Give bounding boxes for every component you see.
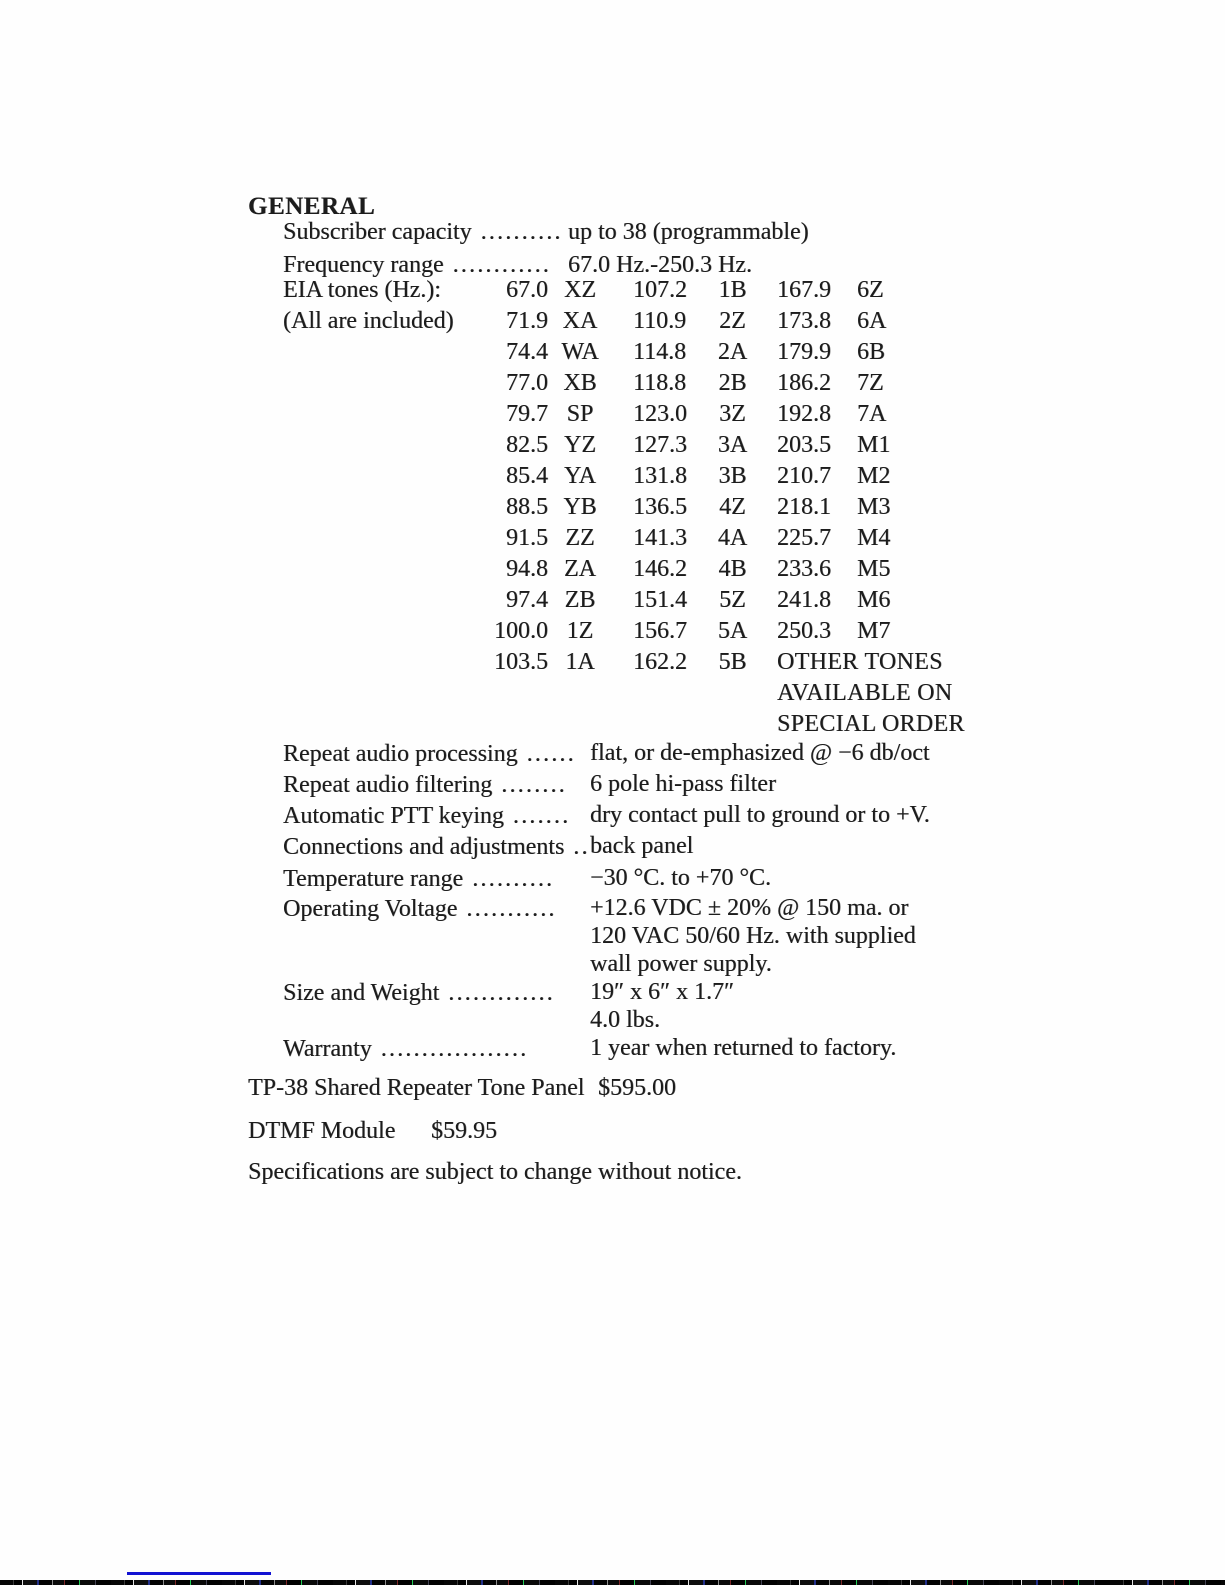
spec-row [283,832,694,863]
tone-cell: 179.9 [777,339,831,365]
tone-cell: M6 [857,587,891,613]
tone-cell: 6B [857,339,886,365]
spec-value-line: flat, or de-emphasized @ −6 db/oct [590,740,930,766]
tone-cell: 136.5 [633,494,687,520]
spec-value-line: +12.6 VDC ± 20% @ 150 ma. or [590,895,909,921]
spec-label: Frequency range [283,252,444,278]
tone-cell: 156.7 [633,618,687,644]
tone-cell: 6A [857,308,887,334]
dot-leader: .................. [380,1036,529,1062]
tone-cell: 186.2 [777,370,831,396]
tone-cell: 85.4 [506,463,548,489]
tone-cell: 167.9 [777,277,831,303]
spec-value [590,864,771,892]
tone-row-label [283,647,488,678]
tone-cell: 141.3 [633,525,687,551]
tone-cell: M5 [857,556,891,582]
tone-row-label [283,523,488,554]
price-row [248,1116,497,1147]
tone-cell: 1B [718,277,747,303]
tone-cell: M2 [857,463,891,489]
spec-value-line: 1 year when returned to factory. [590,1035,897,1061]
tone-cell: 97.4 [506,587,548,613]
tone-cell: 203.5 [777,432,831,458]
tone-cell: 131.8 [633,463,687,489]
tone-cell: 123.0 [633,401,687,427]
tone-cell: 5Z [719,587,746,613]
tone-cell: 6Z [857,277,884,303]
tone-row-label [283,585,488,616]
tone-cell: 127.3 [633,432,687,458]
spec-value-line: 120 VAC 50/60 Hz. with supplied [590,923,916,949]
tone-cell: YB [563,494,597,520]
tone-cell: 210.7 [777,463,831,489]
tone-cell: 88.5 [506,494,548,520]
tone-cell: 100.0 [494,618,548,644]
spec-row [283,801,930,832]
spec-label: Size and Weight [283,980,440,1006]
tone-cell: 233.6 [777,556,831,582]
tone-cell: 67.0 [506,277,548,303]
tone-cell: 218.1 [777,494,831,520]
dot-leader: .......... [472,866,555,892]
dot-leader: ........ [501,772,567,798]
special-order-note [765,647,965,740]
price-row [248,1073,676,1104]
dot-leader: ............ [452,252,551,278]
tone-cell: 2Z [719,308,746,334]
tone-row-label [283,368,488,399]
eia-tone-table [283,275,965,740]
tone-cell: 1A [565,649,595,675]
spec-value: 67.0 Hz.-250.3 Hz. [568,252,752,278]
spec-value-line: 6 pole hi-pass filter [590,771,776,797]
spec-label: Operating Voltage [283,896,458,922]
tone-row-label: EIA tones (Hz.): [283,277,441,303]
spec-label: Temperature range [283,866,464,892]
product-price: $59.95 [431,1118,497,1144]
spec-value [590,770,776,798]
spec-value [590,739,930,767]
tone-cell: 7A [857,401,887,427]
tone-cell: 192.8 [777,401,831,427]
tone-cell: 146.2 [633,556,687,582]
tone-cell: 162.2 [633,649,687,675]
special-order-line: SPECIAL ORDER [777,711,965,737]
tone-cell: 2B [718,370,747,396]
spec-value [590,832,693,860]
tone-cell: 1Z [566,618,594,644]
tone-cell: 5A [717,618,748,644]
spec-label: Connections and adjustments [283,834,565,860]
tone-cell: 151.4 [633,587,687,613]
tone-row-label [283,461,488,492]
spec-row [283,864,771,895]
tone-cell: ZA [564,556,596,582]
tone-cell: 71.9 [506,308,548,334]
special-order-line: OTHER TONES [777,649,943,675]
tone-cell: 3A [717,432,748,458]
spec-row [283,217,809,248]
notice-text: Specifications are subject to change without notice. [248,1159,742,1185]
spec-value-line: back panel [590,833,694,859]
tone-cell: M7 [857,618,891,644]
tone-cell: 4A [717,525,748,551]
tone-cell: 94.8 [506,556,548,582]
tone-cell: 107.2 [633,277,687,303]
spec-value [590,894,916,978]
dot-leader: .......... [480,219,563,245]
tone-row-label [283,337,488,368]
spec-row [283,770,776,801]
tone-cell: SP [566,401,594,427]
tone-cell: 4Z [719,494,746,520]
spec-value [590,1034,896,1062]
spec-row [283,739,930,770]
tone-cell: 7Z [857,370,884,396]
tone-cell: 79.7 [506,401,548,427]
tone-cell: 241.8 [777,587,831,613]
tone-row-label [283,430,488,461]
tone-cell: 82.5 [506,432,548,458]
tone-cell: M3 [857,494,891,520]
dot-leader: ............. [448,980,555,1006]
tone-row-label [283,554,488,585]
tone-row-label: (All are included) [283,308,454,334]
spec-value [590,801,930,829]
tone-cell: 5B [718,649,747,675]
tone-cell: 77.0 [506,370,548,396]
tone-row-label [283,492,488,523]
product-label: DTMF Module [248,1118,396,1144]
spec-row [283,1034,897,1065]
spec-label: Automatic PTT keying [283,803,504,829]
spec-value-line: dry contact pull to ground or to +V. [590,802,930,828]
tone-cell: 173.8 [777,308,831,334]
spec-value: up to 38 (programmable) [568,219,809,245]
dot-leader: ....... [512,803,571,829]
tone-cell: 225.7 [777,525,831,551]
tone-cell: M1 [857,432,891,458]
spec-row [283,894,916,977]
section-heading: GENERAL [248,193,376,220]
spec-label: Subscriber capacity [283,219,472,245]
tone-cell: WA [561,339,599,365]
spec-row [283,978,734,1033]
spec-value-line: −30 °C. to +70 °C. [590,865,771,891]
tone-row-label [283,616,488,647]
tone-cell: XA [562,308,598,334]
pen-underline-mark [127,1572,271,1575]
tone-cell: 3B [718,463,747,489]
special-order-line: AVAILABLE ON [777,680,953,706]
tone-cell: 2A [717,339,748,365]
dot-leader: ...... [526,741,576,767]
tone-cell: XB [563,370,597,396]
tone-cell: 103.5 [494,649,548,675]
tone-row-label [283,399,488,430]
spec-label: Repeat audio filtering [283,772,493,798]
product-label: TP-38 Shared Repeater Tone Panel [248,1075,585,1101]
spec-value-line: 4.0 lbs. [590,1007,661,1033]
dot-leader: ........... [466,896,557,922]
tone-cell: 4B [718,556,747,582]
tone-cell: ZZ [565,525,595,551]
spec-value-line: 19″ x 6″ x 1.7″ [590,979,734,1005]
spec-value [590,978,734,1034]
dot-leader: .. [573,834,590,860]
tone-cell: 3Z [719,401,746,427]
spec-label: Repeat audio processing [283,741,518,767]
spec-label: Warranty [283,1036,372,1062]
tone-cell: 118.8 [633,370,687,396]
tone-cell: M4 [857,525,891,551]
tone-cell: 250.3 [777,618,831,644]
tone-cell: 91.5 [506,525,548,551]
spec-value-line: wall power supply. [590,951,772,977]
tone-cell: YA [563,463,596,489]
tone-cell: 110.9 [633,308,687,334]
scanner-noise-strip [0,1580,1225,1585]
product-price: $595.00 [598,1075,676,1101]
tone-cell: YZ [564,432,596,458]
tone-cell: XZ [564,277,596,303]
tone-cell: 74.4 [506,339,548,365]
tone-cell: ZB [564,587,596,613]
tone-cell: 114.8 [633,339,687,365]
